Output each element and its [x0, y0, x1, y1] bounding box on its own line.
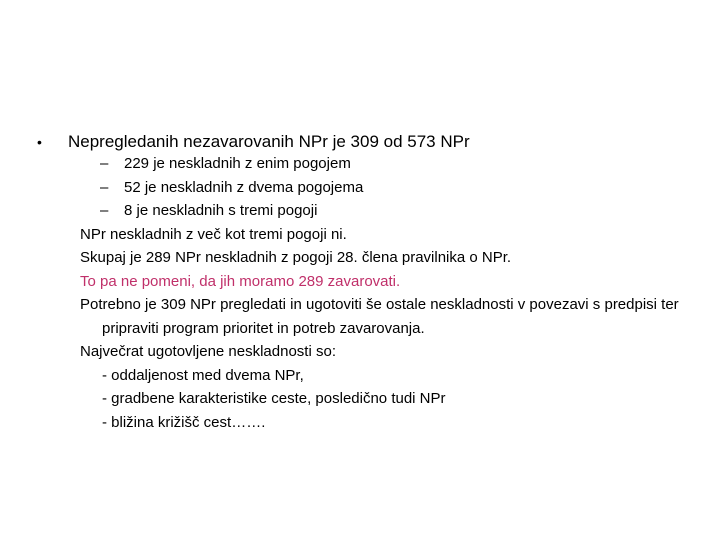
finding-item: - gradbene karakteristike ceste, posledično tudi NPr — [102, 390, 446, 407]
sub-content — [80, 152, 700, 434]
list-item-text: 52 je neskladnih z dvema pogojema — [124, 178, 364, 196]
finding-item: - oddaljenost med dvema NPr, — [102, 366, 304, 384]
slide-heading: Nepregledanih nezavarovanih NPr je 309 od 573 NPr — [68, 132, 470, 151]
review-paragraph: Potrebno je 309 NPr pregledati in ugotoviti še ostale neskladnosti v povezavi s predpisi ter pripraviti program prioritet in potreb zavarovanja. — [80, 296, 679, 337]
bullet-point: • — [37, 134, 42, 150]
total-line: Skupaj je 289 NPr neskladnih z pogoji 28. člena pravilnika o NPr. — [80, 249, 512, 266]
more-conditions-line: NPr neskladnih z več kot tremi pogoji ni. — [80, 225, 347, 243]
list-item — [80, 199, 700, 223]
meaning-line: To pa ne pomeni, da jih moramo 289 zavarovati. — [80, 272, 401, 290]
dash-marker: – — [100, 178, 109, 196]
dash-marker: – — [100, 202, 109, 219]
dash-marker: – — [100, 155, 109, 172]
list-item — [80, 152, 700, 176]
list-item — [80, 176, 700, 200]
list-item-text: 229 je neskladnih z enim pogojem — [124, 155, 351, 172]
list-item-text: 8 je neskladnih s tremi pogoji — [124, 202, 318, 219]
findings-intro: Največrat ugotovljene neskladnosti so: — [80, 343, 336, 360]
finding-item: - bližina križišč cest……. — [102, 413, 266, 431]
